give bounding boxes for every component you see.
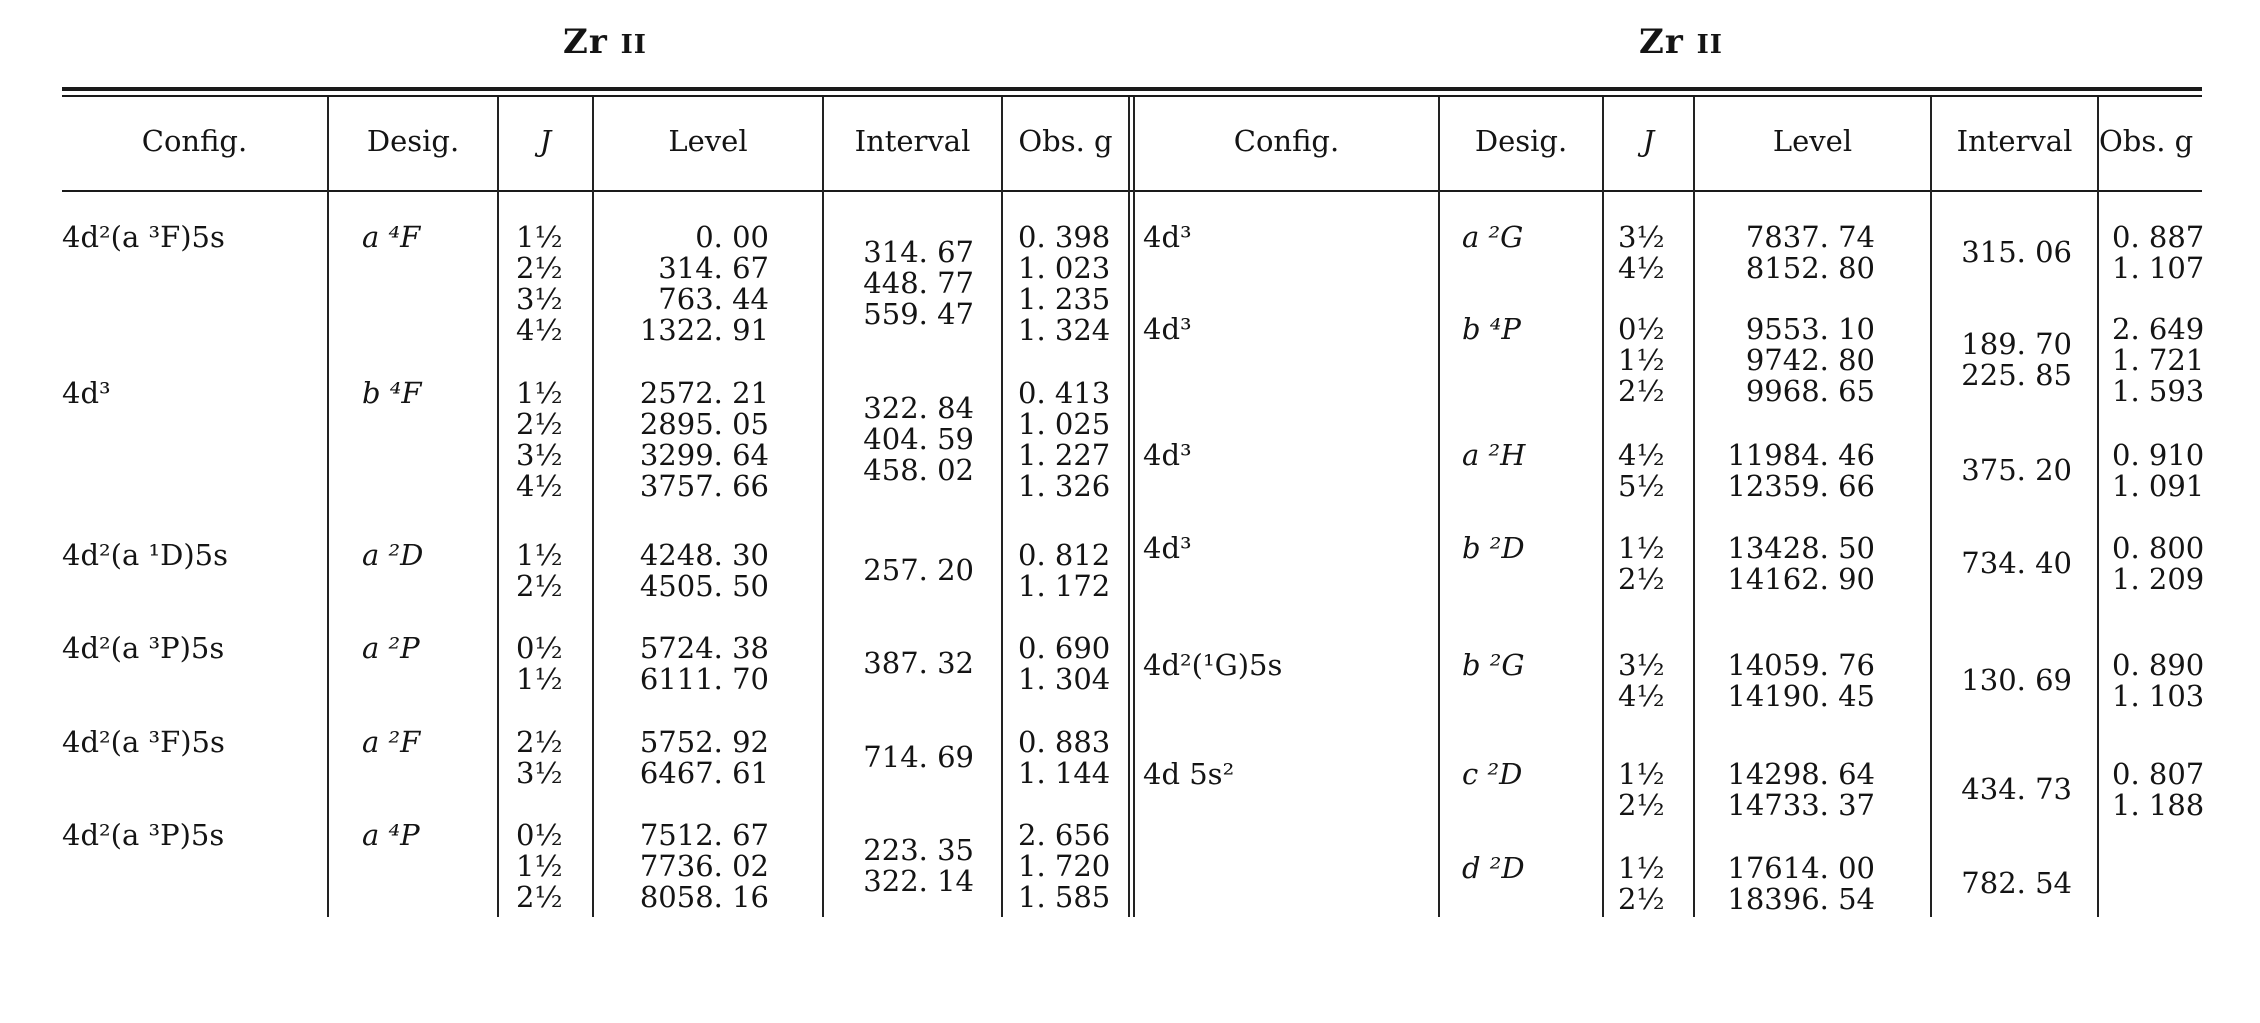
level-value: 4248. 30	[639, 538, 769, 572]
j-value: 1½	[516, 538, 563, 572]
obs-g-value: 0. 910	[2112, 438, 2205, 472]
j-value: 2½	[1618, 374, 1665, 408]
level-value: 6467. 61	[639, 756, 769, 790]
obs-g-value: 1. 585	[1018, 880, 1111, 914]
interval-value: 314. 67	[863, 235, 974, 269]
level-value: 1322. 91	[639, 313, 769, 347]
obs-g-value: 0. 800	[2112, 531, 2205, 565]
obs-g-value: 1. 721	[2112, 343, 2205, 377]
interval-value: 559. 47	[863, 297, 974, 331]
j-value: 4½	[516, 469, 563, 503]
level-value: 0. 00	[695, 220, 769, 254]
header-j: J	[539, 124, 552, 158]
config-cell: 4d 5s²	[1143, 757, 1235, 791]
column-divider	[2097, 97, 2099, 917]
interval-value: 257. 20	[863, 553, 974, 587]
level-value: 11984. 46	[1727, 438, 1875, 472]
obs-g-value: 1. 172	[1018, 569, 1111, 603]
level-value: 3299. 64	[639, 438, 769, 472]
header-obs-g: Obs. g	[2099, 124, 2194, 158]
element-symbol: Zr	[563, 22, 608, 62]
designation-cell: a ²H	[1462, 438, 1526, 472]
obs-g-value: 1. 107	[2112, 251, 2205, 285]
designation-cell: b ⁴P	[1462, 312, 1521, 346]
header-desig: Desig.	[366, 124, 460, 158]
j-value: 2½	[1618, 562, 1665, 596]
level-value: 6111. 70	[639, 662, 769, 696]
j-value: 2½	[1618, 882, 1665, 916]
config-cell: 4d²(a ³F)5s	[62, 220, 225, 254]
designation-cell: a ²D	[362, 538, 424, 572]
j-value: 2½	[516, 407, 563, 441]
designation-cell: a ²F	[362, 725, 421, 759]
interval-value: 404. 59	[863, 422, 974, 456]
j-value: 1½	[516, 662, 563, 696]
level-value: 3757. 66	[639, 469, 769, 503]
obs-g-value: 2. 656	[1018, 818, 1111, 852]
column-divider	[1602, 97, 1604, 917]
obs-g-value: 1. 188	[2112, 788, 2205, 822]
j-value: 1½	[516, 376, 563, 410]
j-value: 1½	[516, 849, 563, 883]
interval-value: 130. 69	[1961, 663, 2072, 697]
designation-cell: b ²D	[1462, 531, 1525, 565]
ionization-stage: II	[620, 30, 647, 60]
j-value: 4½	[1618, 679, 1665, 713]
obs-g-value: 1. 023	[1018, 251, 1111, 285]
level-value: 13428. 50	[1727, 531, 1875, 565]
designation-cell: d ²D	[1462, 851, 1525, 885]
level-value: 7837. 74	[1745, 220, 1875, 254]
table-split-divider	[1128, 97, 1135, 917]
obs-g-value: 1. 720	[1018, 849, 1111, 883]
interval-value: 375. 20	[1961, 453, 2072, 487]
obs-g-value: 1. 304	[1018, 662, 1111, 696]
j-value: 4½	[516, 313, 563, 347]
obs-g-value: 1. 103	[2112, 679, 2205, 713]
j-value: 0½	[516, 631, 563, 665]
interval-value: 387. 32	[863, 646, 974, 680]
header-interval: Interval	[854, 124, 971, 158]
level-value: 9742. 80	[1745, 343, 1875, 377]
designation-cell: b ⁴F	[362, 376, 422, 410]
column-divider	[592, 97, 594, 917]
j-value: 3½	[1618, 648, 1665, 682]
level-value: 14162. 90	[1727, 562, 1875, 596]
obs-g-value: 0. 398	[1018, 220, 1111, 254]
j-value: 1½	[1618, 851, 1665, 885]
config-cell: 4d³	[1143, 438, 1192, 472]
obs-g-value: 1. 326	[1018, 469, 1111, 503]
level-value: 314. 67	[658, 251, 769, 285]
j-value: 1½	[1618, 343, 1665, 377]
top-rule	[62, 87, 2202, 91]
j-value: 4½	[1618, 438, 1665, 472]
column-divider	[822, 97, 824, 917]
level-value: 14190. 45	[1727, 679, 1875, 713]
interval-value: 189. 70	[1961, 327, 2072, 361]
header-config: Config.	[1233, 124, 1340, 158]
header-level: Level	[1772, 124, 1853, 158]
config-cell: 4d²(a ¹D)5s	[62, 538, 228, 572]
element-symbol: Zr	[1639, 22, 1684, 62]
column-divider	[327, 97, 329, 917]
obs-g-value: 2. 649	[2112, 312, 2205, 346]
interval-value: 458. 02	[863, 453, 974, 487]
column-divider	[1438, 97, 1440, 917]
table-title-right	[1531, 22, 1831, 62]
obs-g-value: 0. 807	[2112, 757, 2205, 791]
j-value: 3½	[516, 438, 563, 472]
j-value: 3½	[516, 282, 563, 316]
obs-g-value: 0. 812	[1018, 538, 1111, 572]
j-value: 5½	[1618, 469, 1665, 503]
obs-g-value: 1. 091	[2112, 469, 2205, 503]
j-value: 0½	[1618, 312, 1665, 346]
level-value: 12359. 66	[1727, 469, 1875, 503]
column-divider	[497, 97, 499, 917]
interval-value: 714. 69	[863, 740, 974, 774]
obs-g-value: 0. 883	[1018, 725, 1111, 759]
level-value: 9553. 10	[1745, 312, 1875, 346]
j-value: 2½	[516, 880, 563, 914]
config-cell: 4d³	[62, 376, 111, 410]
j-value: 1½	[1618, 531, 1665, 565]
interval-value: 448. 77	[863, 266, 974, 300]
obs-g-value: 1. 227	[1018, 438, 1111, 472]
header-obs-g: Obs. g	[1018, 124, 1113, 158]
level-value: 14059. 76	[1727, 648, 1875, 682]
header-desig: Desig.	[1474, 124, 1568, 158]
level-value: 14733. 37	[1727, 788, 1875, 822]
interval-value: 322. 84	[863, 391, 974, 425]
ionization-stage: II	[1696, 30, 1723, 60]
obs-g-value: 0. 890	[2112, 648, 2205, 682]
interval-value: 782. 54	[1961, 866, 2072, 900]
config-cell: 4d³	[1143, 220, 1192, 254]
j-value: 4½	[1618, 251, 1665, 285]
designation-cell: a ²G	[1462, 220, 1524, 254]
j-value: 2½	[1618, 788, 1665, 822]
level-value: 18396. 54	[1727, 882, 1875, 916]
j-value: 3½	[1618, 220, 1665, 254]
interval-value: 322. 14	[863, 864, 974, 898]
header-interval: Interval	[1956, 124, 2073, 158]
level-value: 4505. 50	[639, 569, 769, 603]
j-value: 2½	[516, 725, 563, 759]
config-cell: 4d²(a ³P)5s	[62, 631, 225, 665]
level-value: 14298. 64	[1727, 757, 1875, 791]
obs-g-value: 1. 235	[1018, 282, 1111, 316]
level-value: 2572. 21	[639, 376, 769, 410]
table-title-left	[455, 22, 755, 62]
j-value: 3½	[516, 756, 563, 790]
j-value: 0½	[516, 818, 563, 852]
obs-g-value: 1. 324	[1018, 313, 1111, 347]
level-value: 5724. 38	[639, 631, 769, 665]
level-value: 2895. 05	[639, 407, 769, 441]
config-cell: 4d²(¹G)5s	[1143, 648, 1283, 682]
level-value: 9968. 65	[1745, 374, 1875, 408]
level-value: 7736. 02	[639, 849, 769, 883]
obs-g-value: 0. 413	[1018, 376, 1111, 410]
designation-cell: a ⁴F	[362, 220, 421, 254]
column-divider	[1001, 97, 1003, 917]
config-cell: 4d³	[1143, 531, 1192, 565]
config-cell: 4d³	[1143, 312, 1192, 346]
level-value: 7512. 67	[639, 818, 769, 852]
interval-value: 434. 73	[1961, 772, 2072, 806]
level-value: 763. 44	[658, 282, 769, 316]
config-cell: 4d²(a ³P)5s	[62, 818, 225, 852]
designation-cell: b ²G	[1462, 648, 1525, 682]
level-value: 17614. 00	[1727, 851, 1875, 885]
obs-g-value: 1. 209	[2112, 562, 2205, 596]
obs-g-value: 0. 887	[2112, 220, 2205, 254]
header-j: J	[1642, 124, 1655, 158]
j-value: 1½	[1618, 757, 1665, 791]
header-level: Level	[668, 124, 748, 158]
j-value: 2½	[516, 251, 563, 285]
j-value: 2½	[516, 569, 563, 603]
designation-cell: a ²P	[362, 631, 420, 665]
interval-value: 223. 35	[863, 833, 974, 867]
config-cell: 4d²(a ³F)5s	[62, 725, 225, 759]
interval-value: 225. 85	[1961, 358, 2072, 392]
interval-value: 315. 06	[1961, 235, 2072, 269]
level-value: 8152. 80	[1745, 251, 1875, 285]
level-value: 8058. 16	[639, 880, 769, 914]
j-value: 1½	[516, 220, 563, 254]
obs-g-value: 1. 593	[2112, 374, 2205, 408]
interval-value: 734. 40	[1961, 546, 2072, 580]
designation-cell: c ²D	[1462, 757, 1523, 791]
obs-g-value: 1. 025	[1018, 407, 1111, 441]
header-config: Config.	[141, 124, 248, 158]
designation-cell: a ⁴P	[362, 818, 420, 852]
obs-g-value: 1. 144	[1018, 756, 1111, 790]
level-value: 5752. 92	[639, 725, 769, 759]
obs-g-value: 0. 690	[1018, 631, 1111, 665]
